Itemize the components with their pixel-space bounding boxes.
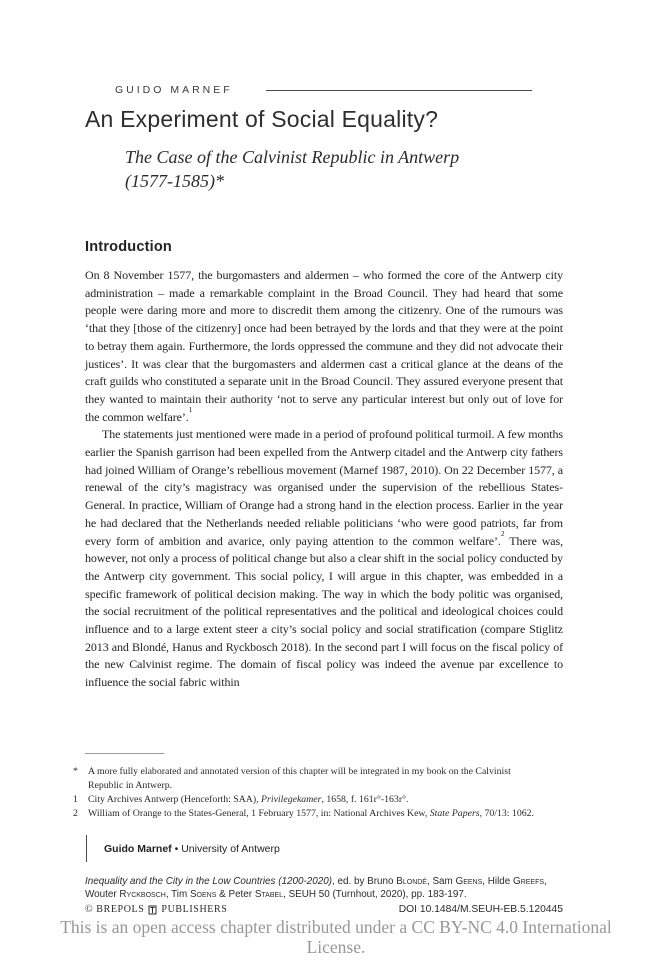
license-line2: License. [306,936,366,957]
copyright-publishers: PUBLISHERS [161,904,228,915]
footnote-text [88,807,563,821]
bullet-separator: • [174,843,179,855]
book-citation [85,875,585,901]
footnote-item-asterisk [73,765,563,793]
footnote-text-line1: A more fully elaborated and annotated version of this chapter will be integrated in my book on the Calvinist [88,766,511,777]
citation-editor-name: Stabel [254,889,284,900]
citation-editor-name: Geens [455,876,483,887]
citation-book-title: Inequality and the City in the Low Countries (1200-2020) [85,876,333,887]
footnote-text-italic: State Papers [429,807,480,819]
paragraph-1-text: On 8 November 1577, the burgomasters and aldermen – who formed the core of the Antwerp city administration – made a remarkable complaint in the Broad Council. They had heard that some people were daring more and more to discredit them among the citizenry. One of the rumours was ‘that they [those of the citizenry] once had been betrayed by the lords and that they were at the point to betray them again. Furthermore, the lords oppressed the commune and they did not advocate their justices’. It was clear that the burgomasters and aldermen cast a critical glance at the deans of the craft guilds who constituted a separate unit in the Broad Council. They assured everyone present that they wanted to maintain their authority ‘not to serve any particular interest but only out of love for the common welfare’. [85,268,563,424]
citation-segment: , [544,876,547,887]
footnote-ref-2: 2 [500,529,505,539]
footnote-text-before: William of Orange to the States-General, 1 February 1577, in: National Archives Kew, [88,807,430,819]
footnote-ref-1: 1 [188,405,193,415]
doi-label: DOI 10.1484/M.SEUH-EB.5.120445 [398,904,563,915]
citation-segment: Wouter [85,889,120,900]
citation-segment: , Hilde [482,876,514,887]
author-footer-text [104,835,280,862]
citation-editor-name: Blondé [396,876,427,887]
citation-segment: , Sam [426,876,456,887]
header-rule [266,90,532,92]
footnotes [73,765,563,821]
chapter-subtitle [125,146,565,193]
footnote-text [88,793,563,807]
citation-editor-name: Greefs [513,876,545,887]
footnote-item-2 [73,807,563,821]
paragraph-1 [85,267,563,426]
paragraph-2-text-before: The statements just mentioned were made in a period of profound political turmoil. A few months earlier the Spanish garrison had been expelled from the Antwerp citadel and the Antwerp city fathers had joined William of Orange’s rebellious movement (Marnef 1987, 2010). On 22 December 1577, a renewal of the city’s magistracy was organised under the supervision of the rebellious States-General. In practice, William of Orange had a strong hand in the election process. Earlier in the year he had declared that the Netherlands needed reliable politicians ‘who were good patriots, far from every form of ambition and avarice, only paying attention to the common welfare’. [85,427,563,548]
footnote-separator [85,753,164,754]
footnote-marker: * [73,766,78,777]
footnote-text-after: , 1658, f. 161r°-163r°. [321,793,409,805]
citation-segment: , ed. by Bruno [332,876,397,887]
author-name: Guido Marnef [104,843,172,855]
footnote-marker: 2 [73,807,78,819]
footnote-text-italic: Privilegekamer [261,793,322,805]
footnote-marker: 1 [73,793,78,805]
chapter-subtitle-line1: The Case of the Calvinist Republic in Antwerp [125,147,460,167]
copyright-brepols: © BREPOLS [85,904,145,915]
license-line1: This is an open access chapter distributed under a CC BY-NC 4.0 International [60,917,612,937]
footnote-text-line2: Republic in Antwerp. [88,779,173,791]
author-sidebar-rule [86,835,87,862]
citation-editor-name: Ryckbosch [119,889,166,900]
license-notice [36,918,636,957]
citation-segment: , Tim [165,889,190,900]
citation-editor-name: Soens [189,889,217,900]
copyright-imprint [85,904,227,915]
citation-segment: & Peter [216,889,255,900]
author-kicker: GUIDO MARNEF [115,84,233,96]
author-affiliation: University of Antwerp [181,843,280,855]
section-heading: Introduction [85,239,172,255]
paragraph-2-text-after: There was, however, not only a process of political change but also a clear shift in the social policy conducted by the Antwerp city government. This social policy, I will argue in this chapter, was embedded in a specific framework of political decision making. The way in which the body politic was organised, the social recruitment of the political representatives and the political and ideological choices could influence and to a large extent steer a city’s social policy and social stratification (compare Stiglitz 2013 and Blondé, Hanus and Ryckbosch 2018). In the second part I will focus on the fiscal policy of the new Calvinist regime. The domain of fiscal policy was indeed the avenue par excellence to influence the social fabric within [85,533,563,690]
chapter-subtitle-line2: (1577-1585)* [125,170,224,191]
paragraph-2 [85,426,563,692]
chapter-title: An Experiment of Social Equality? [85,106,439,132]
author-footer [86,835,280,862]
footnote-text-before: City Archives Antwerp (Henceforth: SAA), [88,793,262,805]
body-text [85,267,563,692]
footnote-text-after: , 70/13: 1062. [479,807,535,819]
brepols-logo-icon [148,905,157,915]
footnote-text [88,765,563,793]
publisher-row [85,904,563,915]
author-kicker-row [115,84,532,96]
footnote-item-1 [73,793,563,807]
citation-segment: , SEUH 50 (Turnhout, 2020), pp. 183-197. [283,889,467,900]
